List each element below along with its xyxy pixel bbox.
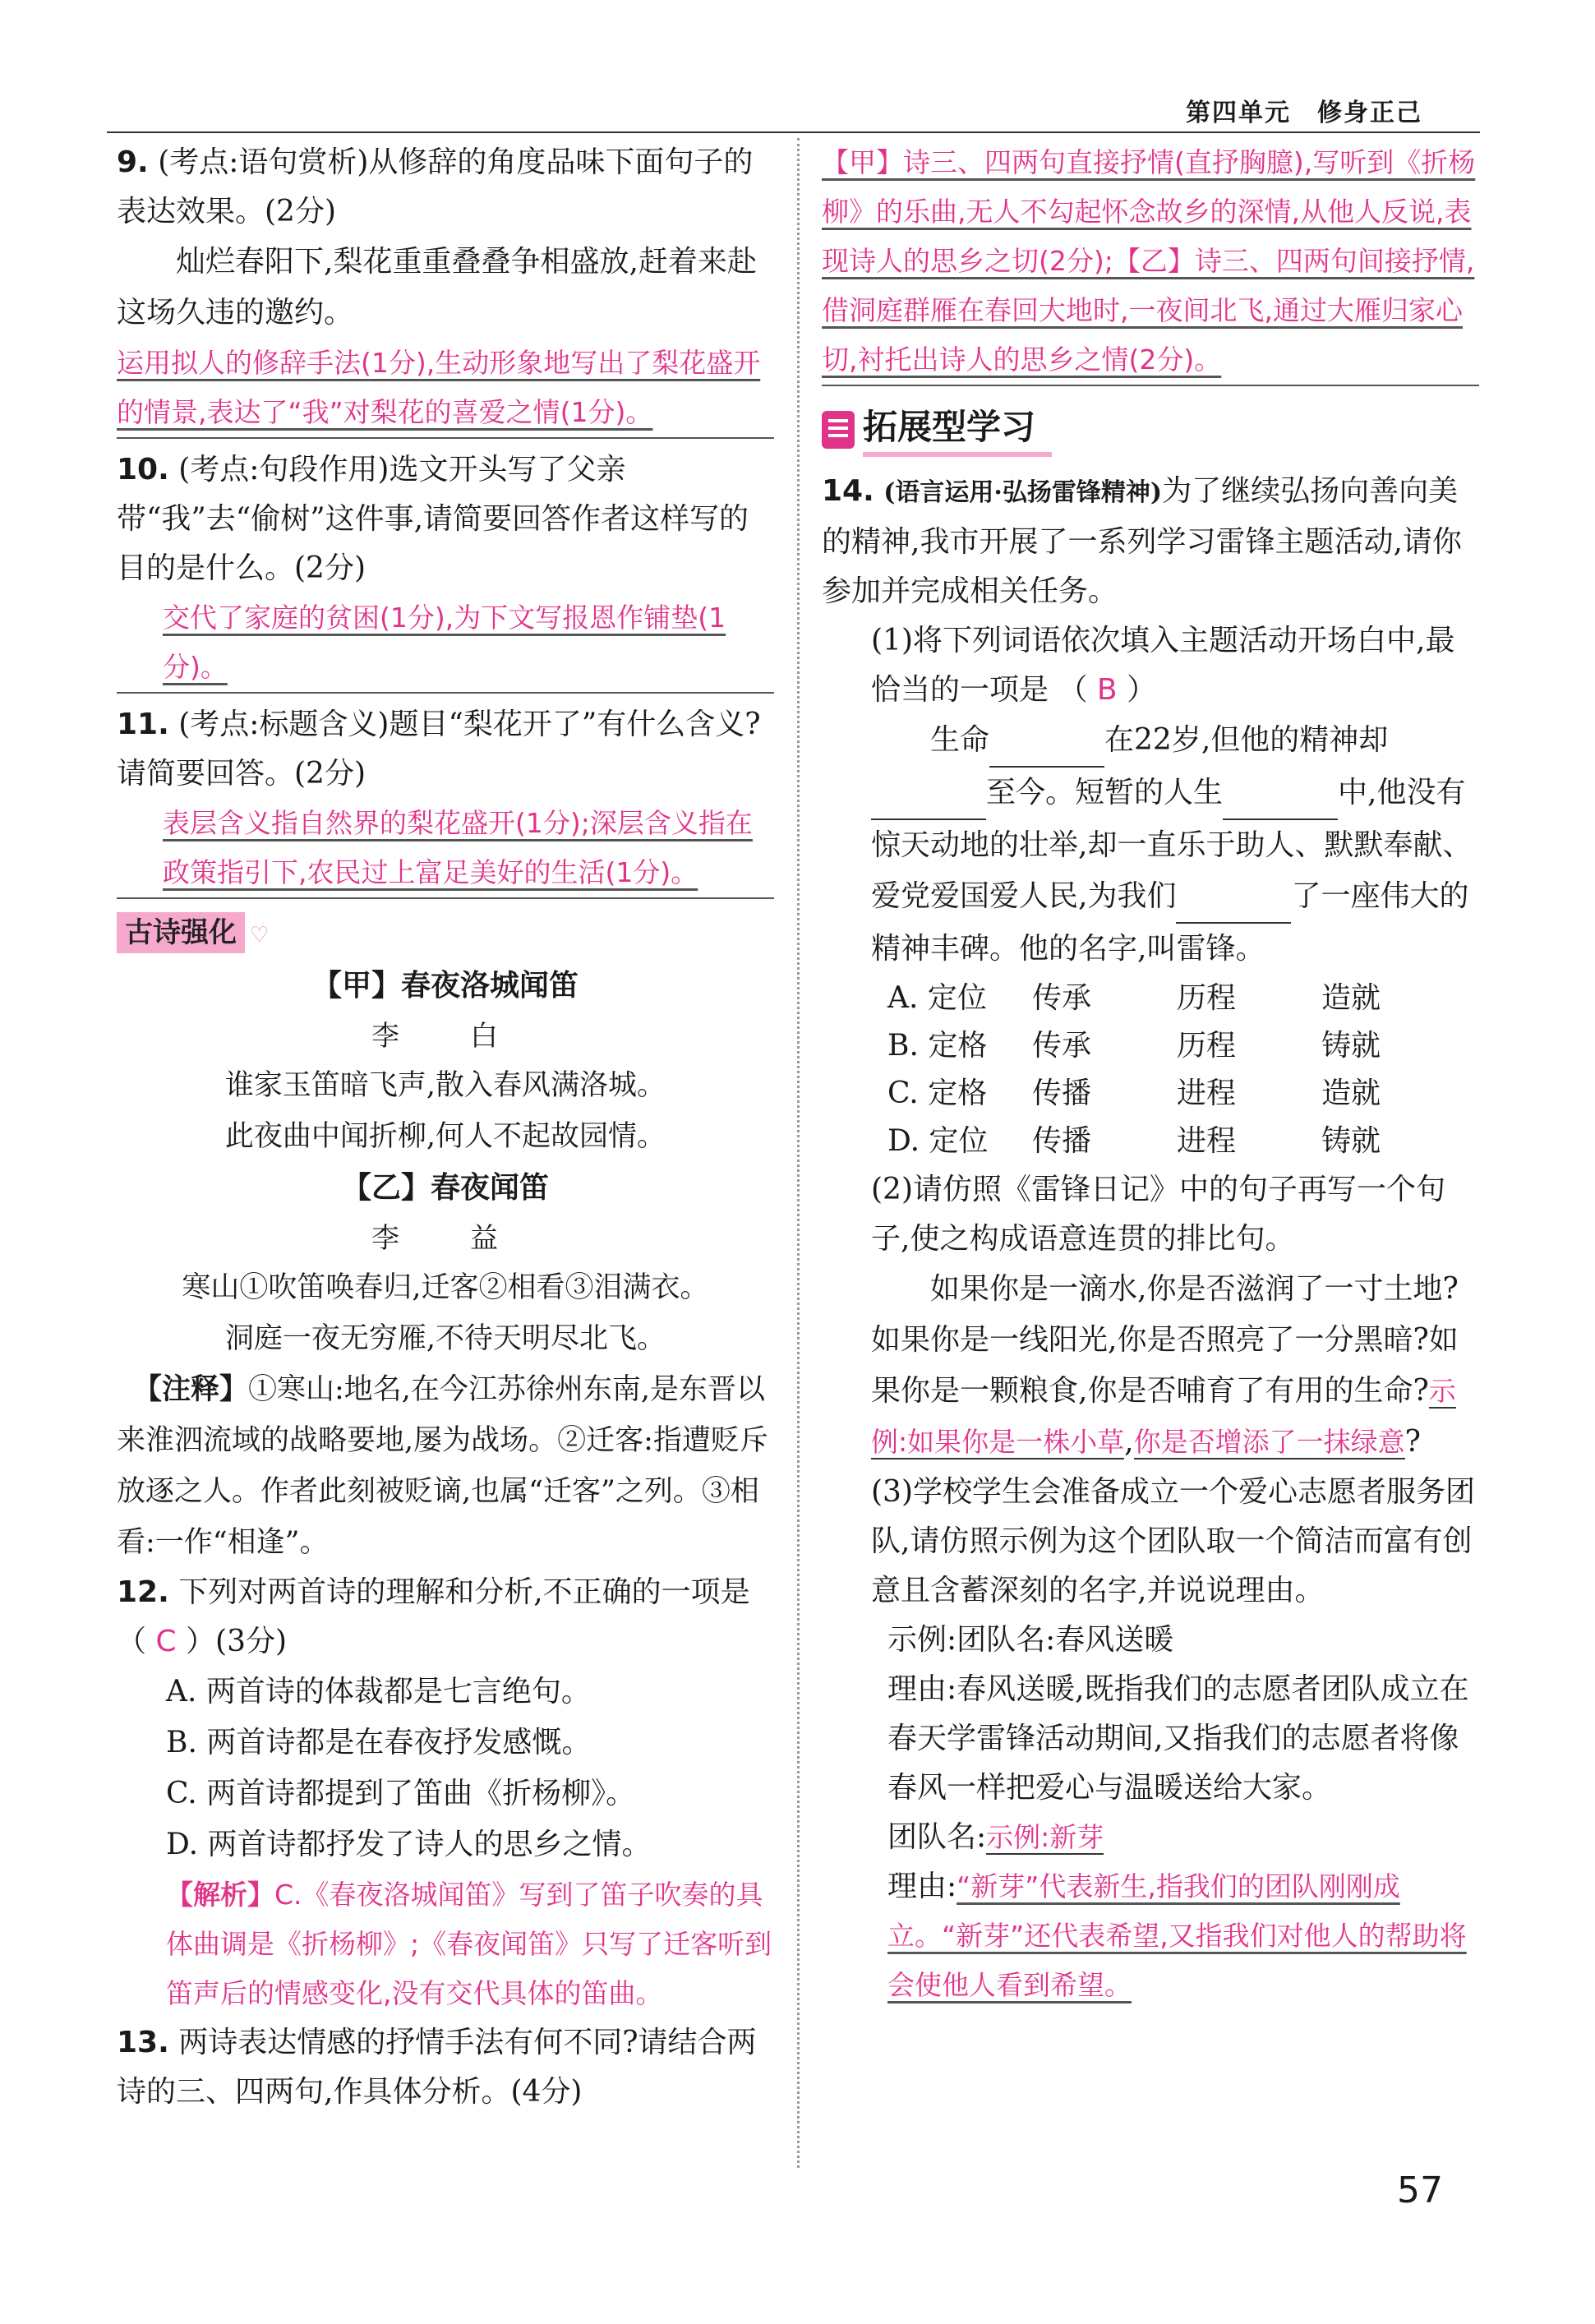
team-name-label: 团队名: — [887, 1820, 987, 1854]
annotation-text: ①寒山:地名,在今江苏徐州东南,是东晋以来淮泗流域的战略要地,屡为战场。②迁客:指遭贬斥放逐之人。作者此刻被贬谪,也属“迁客”之列。③相看:一作“相逢”。 — [117, 1373, 768, 1559]
passage-part: 中,他没有惊天动地的壮举,却一直乐于助人、默默奉献、爱党爱国爱人民,为我们 — [871, 776, 1473, 913]
reason-line — [822, 1862, 1479, 2010]
header-rule — [107, 131, 1480, 133]
team-name-answer: 示例:新芽 — [986, 1821, 1104, 1853]
fill-passage — [822, 715, 1479, 975]
answer-13: 【甲】诗三、四两句直接抒情(直抒胸臆),写听到《折杨柳》的乐曲,无人不勾起怀念故乡的深情,从他人反说,表现诗人的思乡之切(2分);【乙】诗三、四两句间接抒情,借洞庭群雁在春回大地时,一夜间北飞,通过大雁归家心切,衬托出诗人的思乡之情(2分)。 — [822, 138, 1479, 386]
analysis-label: 【解析】 — [166, 1879, 274, 1911]
question-text: (考点:标题含义)题目“梨花开了”有什么含义?请简要回答。(2分) — [117, 708, 761, 791]
annotation-label: 【注释】 — [133, 1373, 249, 1406]
question-number: 11. — [117, 708, 169, 741]
page-number: 57 — [1397, 2170, 1443, 2211]
poem-a-author: 李 白 — [371, 1020, 519, 1053]
question-number: 12. — [117, 1575, 169, 1609]
answer-10: 交代了家庭的贫困(1分),为下文写报恩作铺垫(1分)。 — [117, 593, 774, 694]
choice-row — [822, 975, 1479, 1022]
right-column — [822, 138, 1479, 2010]
fill-answer: 你是否增添了一抹绿意 — [1133, 1426, 1405, 1458]
column-divider — [797, 138, 800, 2168]
question-12 — [117, 1568, 774, 1667]
poem-a-title: 【甲】春夜洛城闻笛 — [311, 969, 579, 1003]
choice-cell: B. 定格 — [887, 1029, 988, 1063]
question-number: 13. — [117, 2026, 169, 2059]
example-name: 示例:团队名:春风送暖 — [887, 1623, 1174, 1657]
choice-cell: 历程 — [1177, 1029, 1237, 1063]
choice-row — [822, 1070, 1479, 1118]
question-9 — [117, 138, 774, 237]
left-column — [117, 138, 774, 2117]
section-tag-wrap — [117, 906, 774, 960]
choice-cell: C. 定格 — [887, 1077, 988, 1110]
question-10 — [117, 445, 774, 593]
passage-part: 生命 — [930, 723, 990, 757]
question-score: (3分) — [215, 1625, 288, 1658]
blank — [871, 768, 986, 820]
fill-answer: 示例:如果你是一株小草 — [871, 1375, 1456, 1458]
question-11 — [117, 700, 774, 799]
sub-question-3: (3)学校学生会准备成立一个爱心志愿者服务团队,请仿照示例为这个团队取一个简洁而富有创意且含蓄深刻的名字,并说说理由。 — [871, 1475, 1475, 1607]
question-number: 10. — [117, 453, 169, 486]
question-text: 为了继续弘扬向善向美的精神,我市开展了一系列学习雷锋主题活动,请你参加并完成相关任务。 — [822, 474, 1462, 608]
choice-cell: 传播 — [1032, 1124, 1092, 1158]
answer-bracket: （ B ） — [1058, 673, 1157, 707]
parallel-passage: 如果你是一滴水,你是否滋润了一寸土地?如果你是一线阳光,你是否照亮了一分黑暗?如果你是一颗粮食,你是否哺育了有用的生命?示例:如果你是一株小草,你是否增添了一抹绿意? — [871, 1272, 1459, 1459]
passage-part: 在22岁,但他的精神却 — [1104, 723, 1389, 757]
reason-label: 理由: — [887, 1870, 957, 1903]
choice-cell: 铸就 — [1321, 1029, 1381, 1063]
choice-cell: 历程 — [1177, 981, 1237, 1015]
extension-heading — [822, 403, 1479, 457]
annotation — [117, 1364, 774, 1568]
question-text: 两诗表达情感的抒情手法有何不同?请结合两诗的三、四两句,作具体分析。(4分) — [117, 2026, 757, 2109]
blank — [989, 715, 1104, 768]
sub-question-2: (2)请仿照《雷锋日记》中的句子再写一个句子,使之构成语意连贯的排比句。 — [871, 1173, 1445, 1256]
sub-question-text: (1)将下列词语依次填入主题活动开场白中,最恰当的一项是 — [871, 624, 1455, 707]
page-header: 第四单元 修身正己 — [1186, 99, 1422, 127]
poem-b-author: 李 益 — [371, 1222, 519, 1255]
choice-cell: 进程 — [1177, 1077, 1237, 1110]
passage-part: 了一座伟大的精神丰碑。他的名字,叫雷锋。 — [871, 879, 1469, 966]
extension-heading-text: 拓展型学习 — [863, 403, 1052, 457]
answer-choice: B — [1096, 673, 1118, 707]
reason-answer: “新芽”代表新生,指我们的团队刚刚成立。“新芽”还代表希望,又指我们对他人的帮助将会使他人看到希望。 — [887, 1870, 1467, 2001]
poem-b-title: 【乙】春夜闻笛 — [341, 1171, 549, 1205]
option: C. 两首诗都提到了笛曲《折杨柳》。 — [166, 1777, 636, 1810]
question-13 — [117, 2018, 774, 2117]
option: B. 两首诗都是在春夜抒发感慨。 — [166, 1726, 592, 1759]
choice-row — [822, 1118, 1479, 1165]
poem-b-line: 洞庭一夜无穷雁,不待天明尽北飞。 — [224, 1322, 666, 1355]
question-text: 下列对两首诗的理解和分析,不正确的一项是 — [178, 1575, 750, 1609]
notebook-icon — [822, 411, 855, 449]
poem-a-line: 此夜曲中闻折柳,何人不起故园情。 — [224, 1120, 666, 1153]
question-number: 14. — [822, 474, 874, 508]
passage-text: 如果你是一滴水,你是否滋润了一寸土地?如果你是一线阳光,你是否照亮了一分黑暗?如果你是一颗粮食,你是否哺育了有用的生命? — [871, 1272, 1459, 1408]
option: D. 两首诗都抒发了诗人的思乡之情。 — [166, 1828, 652, 1861]
question-14 — [822, 467, 1479, 616]
example-reason: 理由:春风送暖,既指我们的志愿者团队成立在春天学雷锋活动期间,又指我们的志愿者将像春风一样把爱心与温暖送给大家。 — [887, 1672, 1469, 1805]
choice-cell: 铸就 — [1321, 1124, 1381, 1158]
heart-icon: ♡ — [250, 923, 270, 948]
passage-part: 至今。短暂的人生 — [986, 776, 1224, 809]
team-name-line — [822, 1813, 1479, 1862]
poem-a-line: 谁家玉笛暗飞声,散入春风满洛城。 — [224, 1069, 666, 1102]
quoted-sentence: 灿烂春阳下,梨花重重叠叠争相盛放,赶着来赴这场久违的邀约。 — [117, 245, 757, 330]
analysis — [117, 1870, 774, 2018]
question-text: (考点:语句赏析)从修辞的角度品味下面句子的表达效果。(2分) — [117, 145, 754, 228]
question-tag: (语言运用·弘扬雷锋精神) — [883, 478, 1163, 507]
answer-choice: C — [155, 1625, 177, 1658]
blank — [1223, 768, 1338, 820]
choice-cell: 传播 — [1032, 1077, 1092, 1110]
choice-cell: 传承 — [1032, 1029, 1092, 1063]
question-text: (考点:句段作用)选文开头写了父亲带“我”去“偷树”这件事,请简要回答作者这样写的目的是什么。(2分) — [117, 453, 749, 585]
choice-cell: 传承 — [1032, 981, 1092, 1015]
choice-cell: 造就 — [1321, 1077, 1381, 1110]
choice-cell: A. 定位 — [887, 981, 987, 1015]
analysis-text: C.《春夜洛城闻笛》写到了笛子吹奏的具体曲调是《折杨柳》;《春夜闻笛》只写了迁客听到笛声后的情感变化,没有交代具体的笛曲。 — [166, 1879, 772, 2009]
question-number: 9. — [117, 145, 149, 179]
sub-question-1 — [822, 616, 1479, 715]
blank — [1176, 871, 1291, 924]
poem-b-line: 寒山①吹笛唤春归,迁客②相看③泪满衣。 — [182, 1271, 709, 1304]
choice-cell: 进程 — [1177, 1124, 1237, 1158]
option: A. 两首诗的体裁都是七言绝句。 — [166, 1675, 591, 1708]
answer-bracket: （ C ） — [117, 1625, 216, 1658]
answer-9: 运用拟人的修辞手法(1分),生动形象地写出了梨花盛开的情景,表达了“我”对梨花的喜爱之情(1分)。 — [117, 339, 774, 439]
choice-cell: D. 定位 — [887, 1124, 989, 1158]
choice-cell: 造就 — [1321, 981, 1381, 1015]
choice-row — [822, 1022, 1479, 1070]
answer-11: 表层含义指自然界的梨花盛开(1分);深层含义指在政策指引下,农民过上富足美好的生活(1分)。 — [117, 799, 774, 899]
section-tag: 古诗强化 — [117, 912, 245, 953]
